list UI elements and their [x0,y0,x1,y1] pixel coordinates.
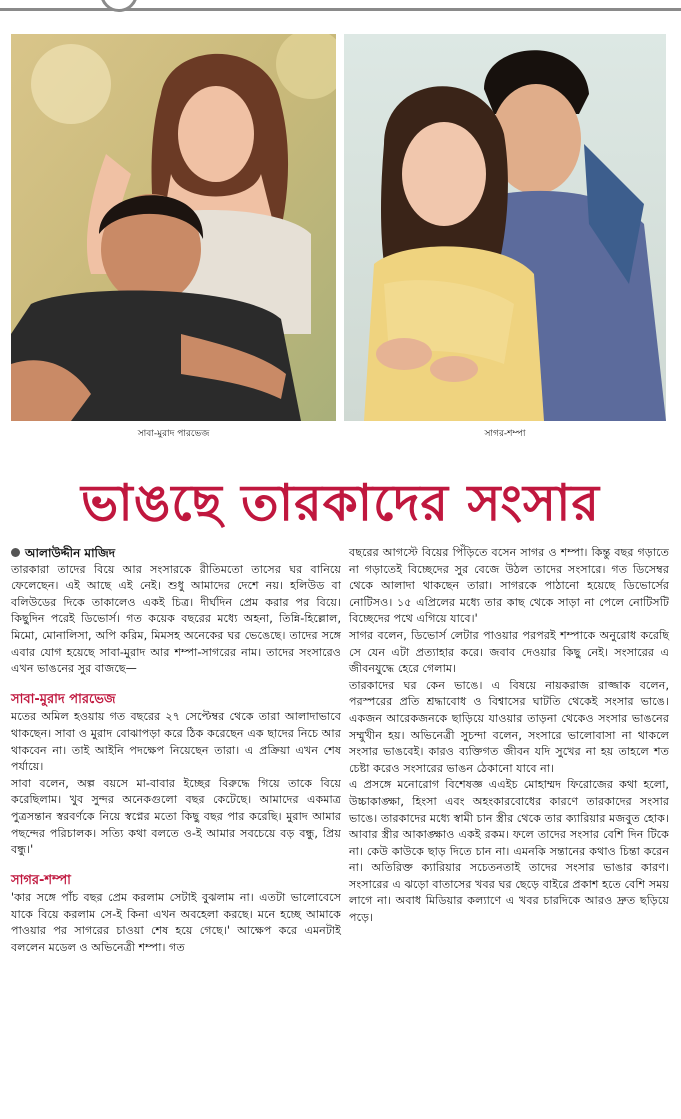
saba-murad-paragraph-2: সাবা বলেন, অল্প বয়সে মা-বাবার ইচ্ছের বিরুদ্ধে গিয়ে তাকে বিয়ে করেছিলাম। খুব সুন্দর অনেকগুলো বছর কেটেছে। আমাদের একমাত্র পুত্রসন্তান স্বরবর্ণকে নিয়ে স্বপ্নের মতো কিছু বছর পার করেছি। মুরাদ আমার পছন্দের পরিচালক। সত্যি কথা বলতে ও-ই আমার সবচেয়ে বড় বন্ধু, প্রিয় বন্ধু।' [11,776,341,857]
photo-caption-right: সাগর-শম্পা [484,429,526,439]
bullet-icon [11,548,20,557]
right-paragraph-4: এ প্রসঙ্গে মনোরোগ বিশেষজ্ঞ এএইচ মোহাম্মদ ফিরোজের কথা হলো, উচ্চাকাঙ্ক্ষা, হিংসা এবং অহংকারবোধের কারণে তারকাদের সংসার ভাঙে। তারকাদের মধ্যে স্বামী চান স্ত্রীর থেকে তার ক্যারিয়ার মজবুত হোক। আবার স্ত্রীর আকাঙ্ক্ষাও একই রকম। ফলে তাদের সংসার বেশি দিন টিকে না। কেউ কাউকে ছাড় দিতে চান না। এমনকি সন্তানের কথাও চিন্তা করেন না। অতিরিক্ত ক্যারিয়ার সচেতনতাই তাদের সংসার ভাঙার কারণ। সংসারের এ ঝড়ো বাতাসের খবর ঘর ছেড়ে বাইরে প্রকাশ হতে বেশি সময় লাগে না। অবাধ মিডিয়ার কল্যাণে এ খবর চারদিকে আরও দ্রুত ছড়িয়ে পড়ে। [349,778,669,925]
right-paragraph-3: তারকাদের ঘর কেন ভাঙে। এ বিষয়ে নায়করাজ রাজ্জাক বলেন, পরস্পরের প্রতি শ্রদ্ধাবোধ ও বিশ্বাসের ঘাটতি থেকেই সংসার ভাঙে। একজন আরেকজনকে ছাড়িয়ে যাওয়ার তাড়না থেকেও সংসার ভাঙনের সম্মুখীন হয়। অভিনেত্রী সুচন্দা বলেন, সংসারে ভালোবাসা না থাকলে সংসার ভাঙবেই। কারও ব্যক্তিগত জীবন যদি সুখের না হয় তাহলে শত চেষ্টা করেও সংসারের ভাঙন ঠেকানো যাবে না। [349,678,669,775]
intro-paragraph: তারকারা তাদের বিয়ে আর সংসারকে রীতিমতো তাসের ঘর বানিয়ে ফেলেছেন। এই আছে এই নেই। শুধু আমাদের দেশে নয়। হলিউড বা বলিউডের দিকে তাকালেও একই চিত্র। দীর্ঘদিন প্রেম করার পর বিয়ে। কিছুদিন পরেই ডিভোর্স। গত কয়েক বছরের মধ্যে অহনা, তিন্নি-হিল্লোল, মিমো, মোনালিসা, অপি করিম, মিমসহ অনেকের ঘর ভেঙেছে। তাদের সঙ্গে এবার যোগ হয়েছে সাবা-মুরাদ আর শম্পা-সাগরের নাম। তাদের সংসারেও এখন ভাঙনের সুর বাজছে— [11,562,341,676]
right-paragraph-1: বছরের আগস্টে বিয়ের পিঁড়িতে বসেন সাগর ও শম্পা। কিন্তু বছর গড়াতে না গড়াতেই বিচ্ছেদের সুর বেজে উঠল তাদের সংসারে। গত ডিসেম্বর থেকে আলাদা থাকছেন তারা। সাগরকে পাঠানো হয়েছে ডিভোর্সের নোটিসও। ১৫ এপ্রিলের মধ্যে তার কাছ থেকে সাড়া না পেলে নোটিসটি বিচ্ছেদের পথে এগিয়ে যাবে।' [349,546,669,626]
author-name: আলাউদ্দীন মাজিদ [25,546,116,560]
article-headline: ভাঙছে তারকাদের সংসার [80,474,601,532]
right-paragraph-2: সাগর বলেন, ডিভোর্স লেটার পাওয়ার পরপরই শম্পাকে অনুরোধ করেছি সে যেন এটা প্রত্যাহার করে। জবাব দেওয়ার কিছু নেই। সংসারের এ জীবনযুদ্ধে হেরে গেলাম। [349,628,669,676]
article-column-left [11,545,341,957]
photo-caption-left: সাবা-মুরাদ পারভেজ [137,429,210,439]
photo-saba-murad [11,34,336,421]
photo-sagar-shampa [344,34,666,421]
sagar-shampa-paragraph-1: 'কার সঙ্গে পাঁচ বছর প্রেম করলাম সেটাই বুঝলাম না। এতটা ভালোবেসে যাকে বিয়ে করলাম সে-ই কিনা এখন অবহেলা করছে। মনে হচ্ছে আমাকে পাওয়ার পর সাগরের চাওয়া শেষ হয়ে গেছে।' আক্ষেপ করে এমনটাই বললেন মডেল ও অভিনেত্রী শম্পা। গত [11,891,341,955]
page-top-rule [0,0,681,16]
article-column-right [349,545,669,927]
saba-murad-paragraph-1: মতের অমিল হওয়ায় গত বছরের ২৭ সেপ্টেম্বর থেকে তারা আলাদাভাবে থাকছেন। সাবা ও মুরাদ বোঝাপড়া করে ঠিক করেছেন এক ছাদের নিচে আর থাকবেন না। তাই আইনি পদক্ষেপ নিয়েছেন তারা। এ প্রক্রিয়া এখন শেষ পর্যায়ে। [11,710,341,774]
subhead-saba-murad: সাবা-মুরাদ পারভেজ [11,691,116,707]
subhead-sagar-shampa: সাগর-শম্পা [11,872,71,888]
author-byline [11,545,341,562]
